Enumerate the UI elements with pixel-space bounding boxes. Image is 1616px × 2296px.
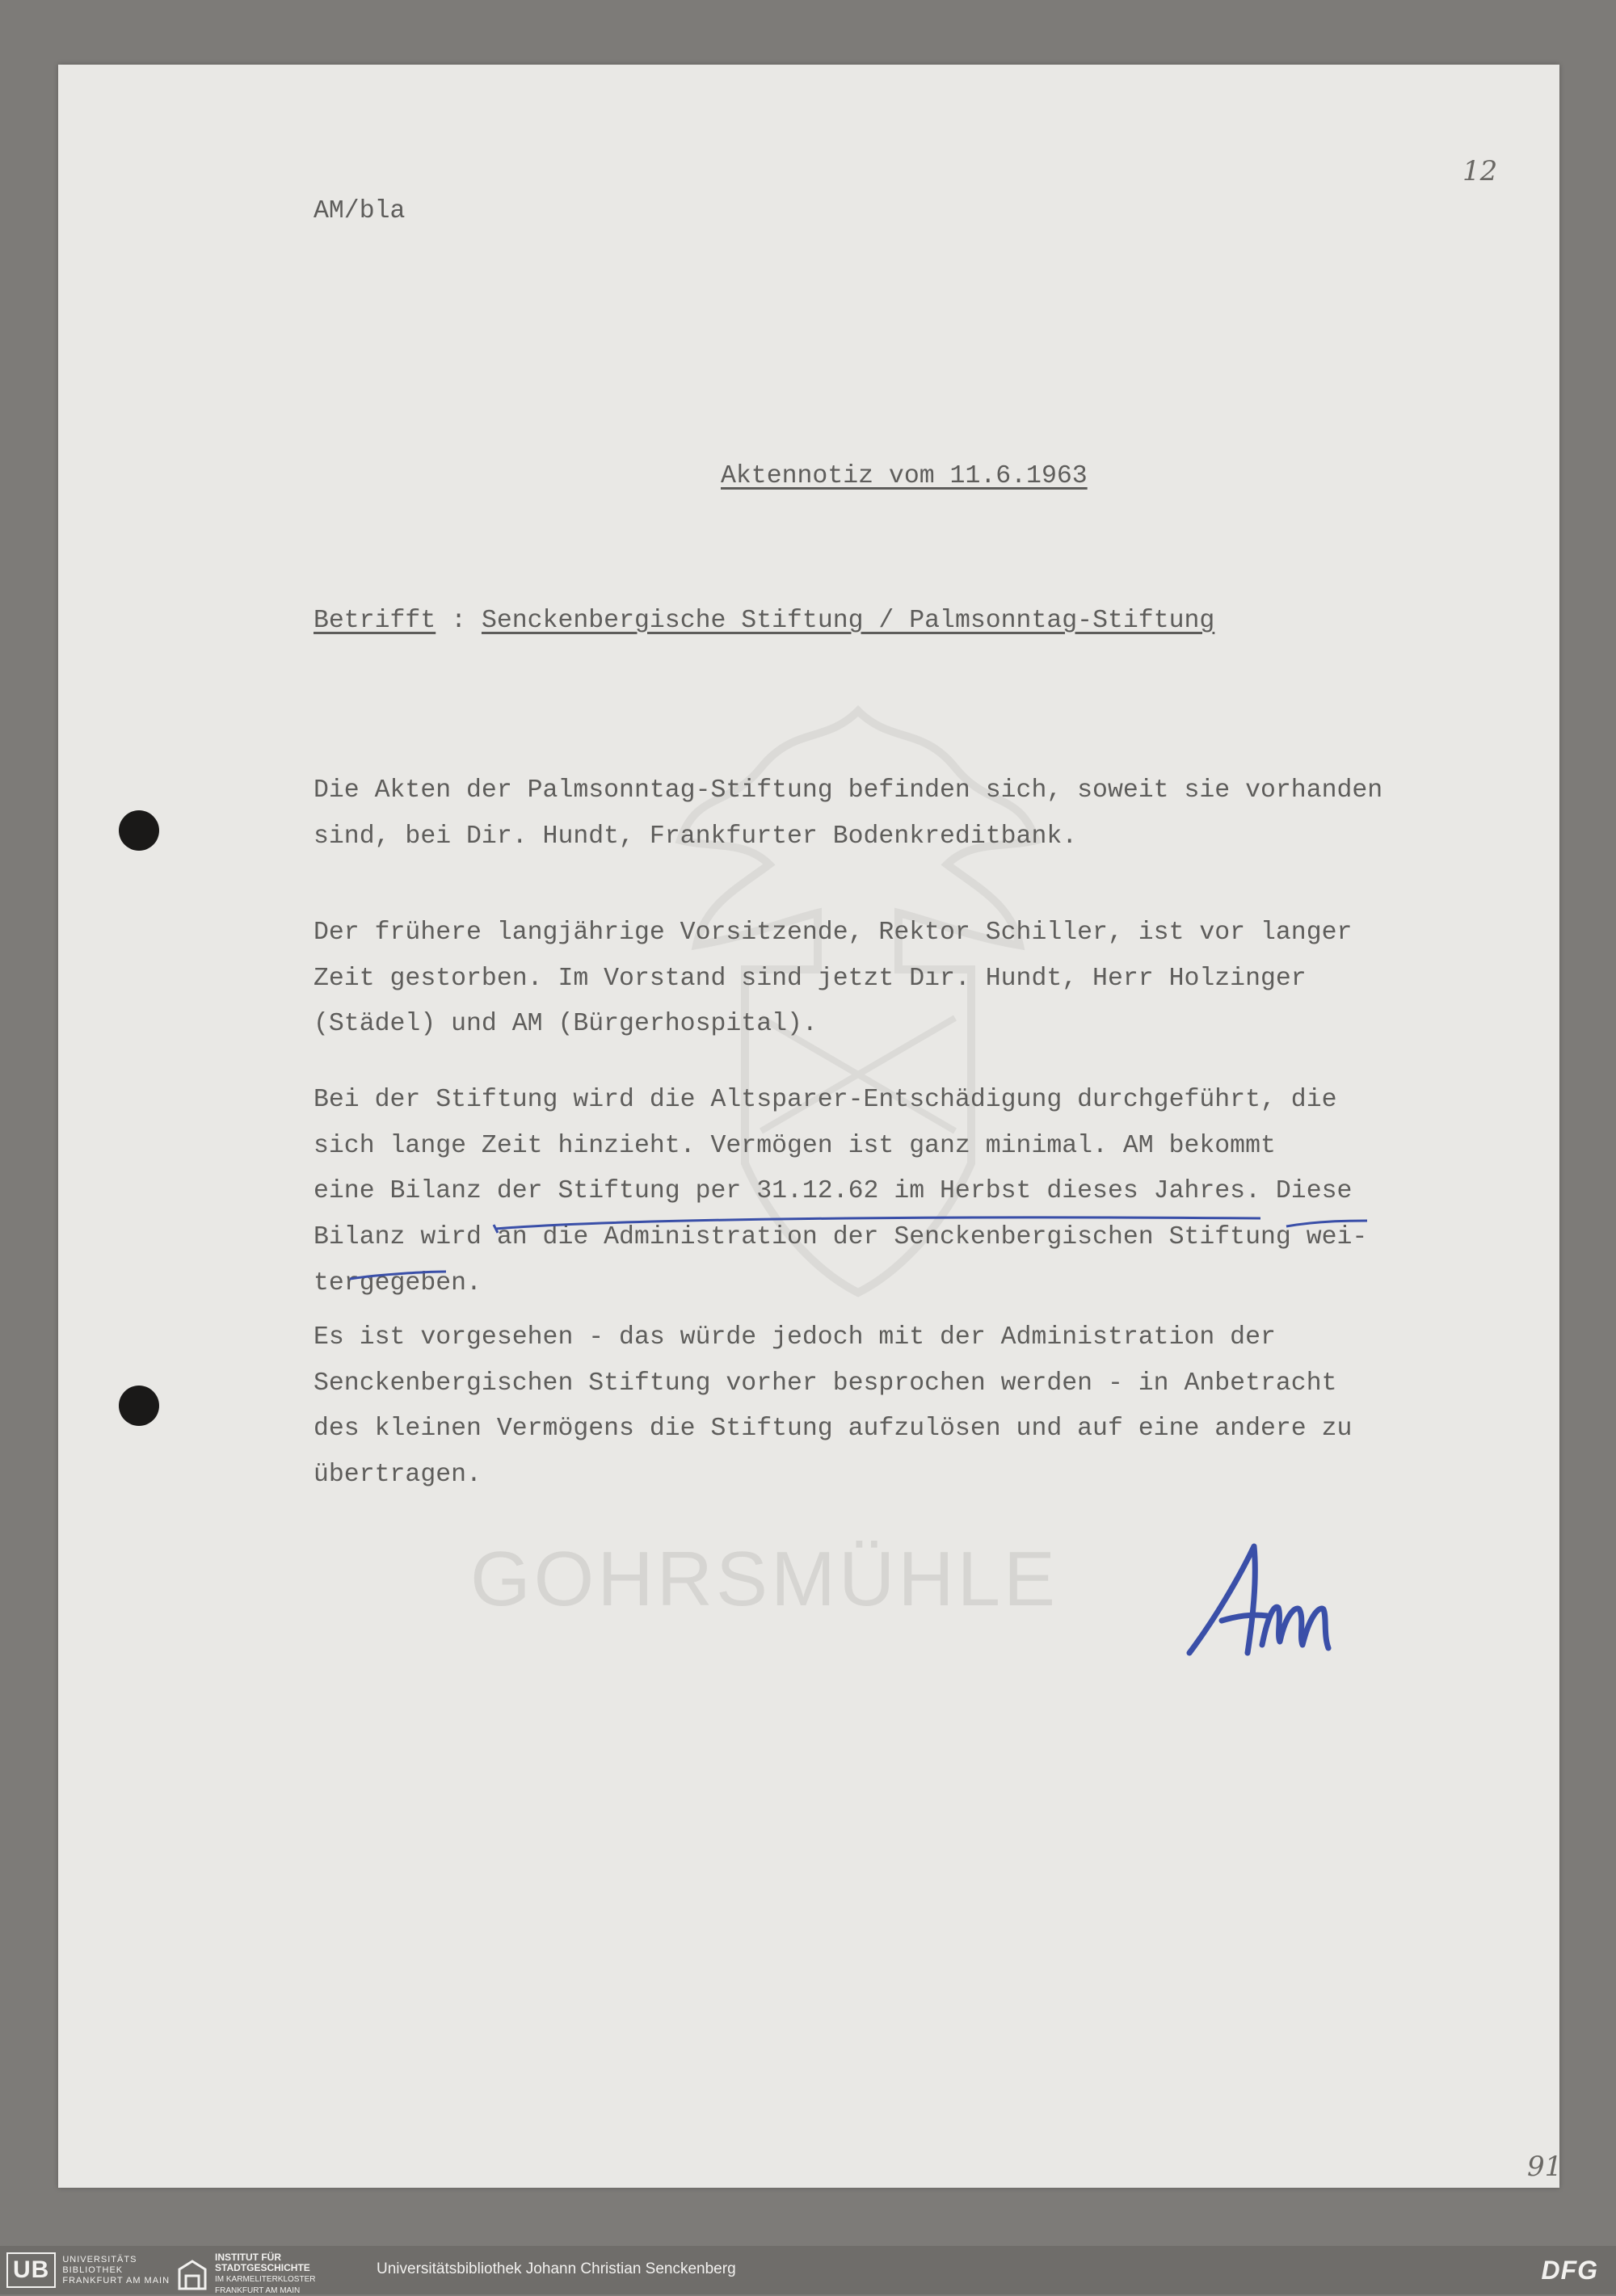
text-line: übertragen. bbox=[314, 1461, 482, 1490]
subject-line bbox=[314, 599, 1214, 645]
ub-text-line: UNIVERSITÄTS bbox=[62, 2254, 137, 2264]
ifs-text-line: IM KARMELITERKLOSTER bbox=[215, 2275, 316, 2284]
ifs-text-line: FRANKFURT AM MAIN bbox=[215, 2286, 301, 2295]
ub-text-line: FRANKFURT AM MAIN bbox=[62, 2275, 170, 2285]
ifs-text-line: INSTITUT FÜR bbox=[215, 2252, 281, 2263]
text-line: Der frühere langjährige Vorsitzende, Rektor Schiller, ist vor langer bbox=[314, 919, 1353, 947]
paragraph-1 bbox=[314, 768, 1382, 860]
building-icon bbox=[176, 2258, 208, 2290]
footer-credit: Universitätsbibliothek Johann Christian Senckenberg bbox=[377, 2260, 736, 2277]
dfg-logo[interactable]: DFG bbox=[1541, 2256, 1598, 2285]
text-line: Bei der Stiftung wird die Altsparer-Entschädigung durchgeführt, die bbox=[314, 1086, 1337, 1114]
ifs-logo[interactable] bbox=[176, 2252, 315, 2296]
text-line: eine Bilanz der Stiftung per 31.12.62 im Herbst dieses Jahres. Diese bbox=[314, 1177, 1353, 1206]
ub-logo-text bbox=[62, 2255, 170, 2286]
punch-hole-bottom bbox=[119, 1386, 159, 1426]
text-line: Zeit gestorben. Im Vorstand sind jetzt Dır. Hundt, Herr Holzinger bbox=[314, 964, 1307, 993]
text-line: tergegeben. bbox=[314, 1268, 482, 1297]
text-line: sich lange Zeit hinzieht. Vermögen ist ganz minimal. AM bekommt bbox=[314, 1131, 1276, 1160]
folio-number-bottom: 91 bbox=[1527, 2151, 1563, 2183]
reference-code: AM/bla bbox=[314, 197, 406, 225]
ub-text-line: BIBLIOTHEK bbox=[62, 2264, 124, 2275]
watermark-text: GOHRSMÜHLE bbox=[470, 1536, 1059, 1622]
ifs-text-line: STADTGESCHICHTE bbox=[215, 2262, 310, 2273]
ifs-logo-text bbox=[215, 2252, 315, 2296]
folio-number-top: 12 bbox=[1462, 155, 1498, 187]
subject-label: Betrifft bbox=[314, 607, 436, 635]
text-line: sind, bei Dir. Hundt, Frankfurter Bodenkreditbank. bbox=[314, 822, 1078, 851]
punch-hole-top bbox=[119, 810, 159, 851]
signature-mark bbox=[1173, 1532, 1367, 1677]
paragraph-3 bbox=[314, 1078, 1367, 1307]
ub-logo[interactable] bbox=[6, 2252, 170, 2288]
text-line: Bilanz wird an die Administration der Senckenbergischen Stiftung wei- bbox=[314, 1223, 1368, 1252]
document-page bbox=[58, 65, 1563, 2188]
subject-text: Senckenbergische Stiftung / Palmsonntag-Stiftung bbox=[481, 607, 1215, 635]
text-line: Die Akten der Palmsonntag-Stiftung befinden sich, soweit sie vorhanden bbox=[314, 776, 1383, 805]
subject-separator: : bbox=[436, 607, 482, 635]
text-line: des kleinen Vermögens die Stiftung aufzulösen und auf eine andere zu bbox=[314, 1415, 1353, 1444]
paragraph-2 bbox=[314, 910, 1352, 1048]
text-line: (Städel) und AM (Bürgerhospital). bbox=[314, 1010, 818, 1039]
text-line: Es ist vorgesehen - das würde jedoch mit der Administration der bbox=[314, 1323, 1276, 1352]
paragraph-4 bbox=[314, 1315, 1352, 1499]
text-line: Senckenbergischen Stiftung vorher besprochen werden - in Anbetracht bbox=[314, 1369, 1337, 1398]
document-title: Aktennotiz vom 11.6.1963 bbox=[721, 462, 1088, 490]
ub-logo-mark: UB bbox=[6, 2252, 56, 2288]
footer-bar bbox=[0, 2246, 1616, 2294]
